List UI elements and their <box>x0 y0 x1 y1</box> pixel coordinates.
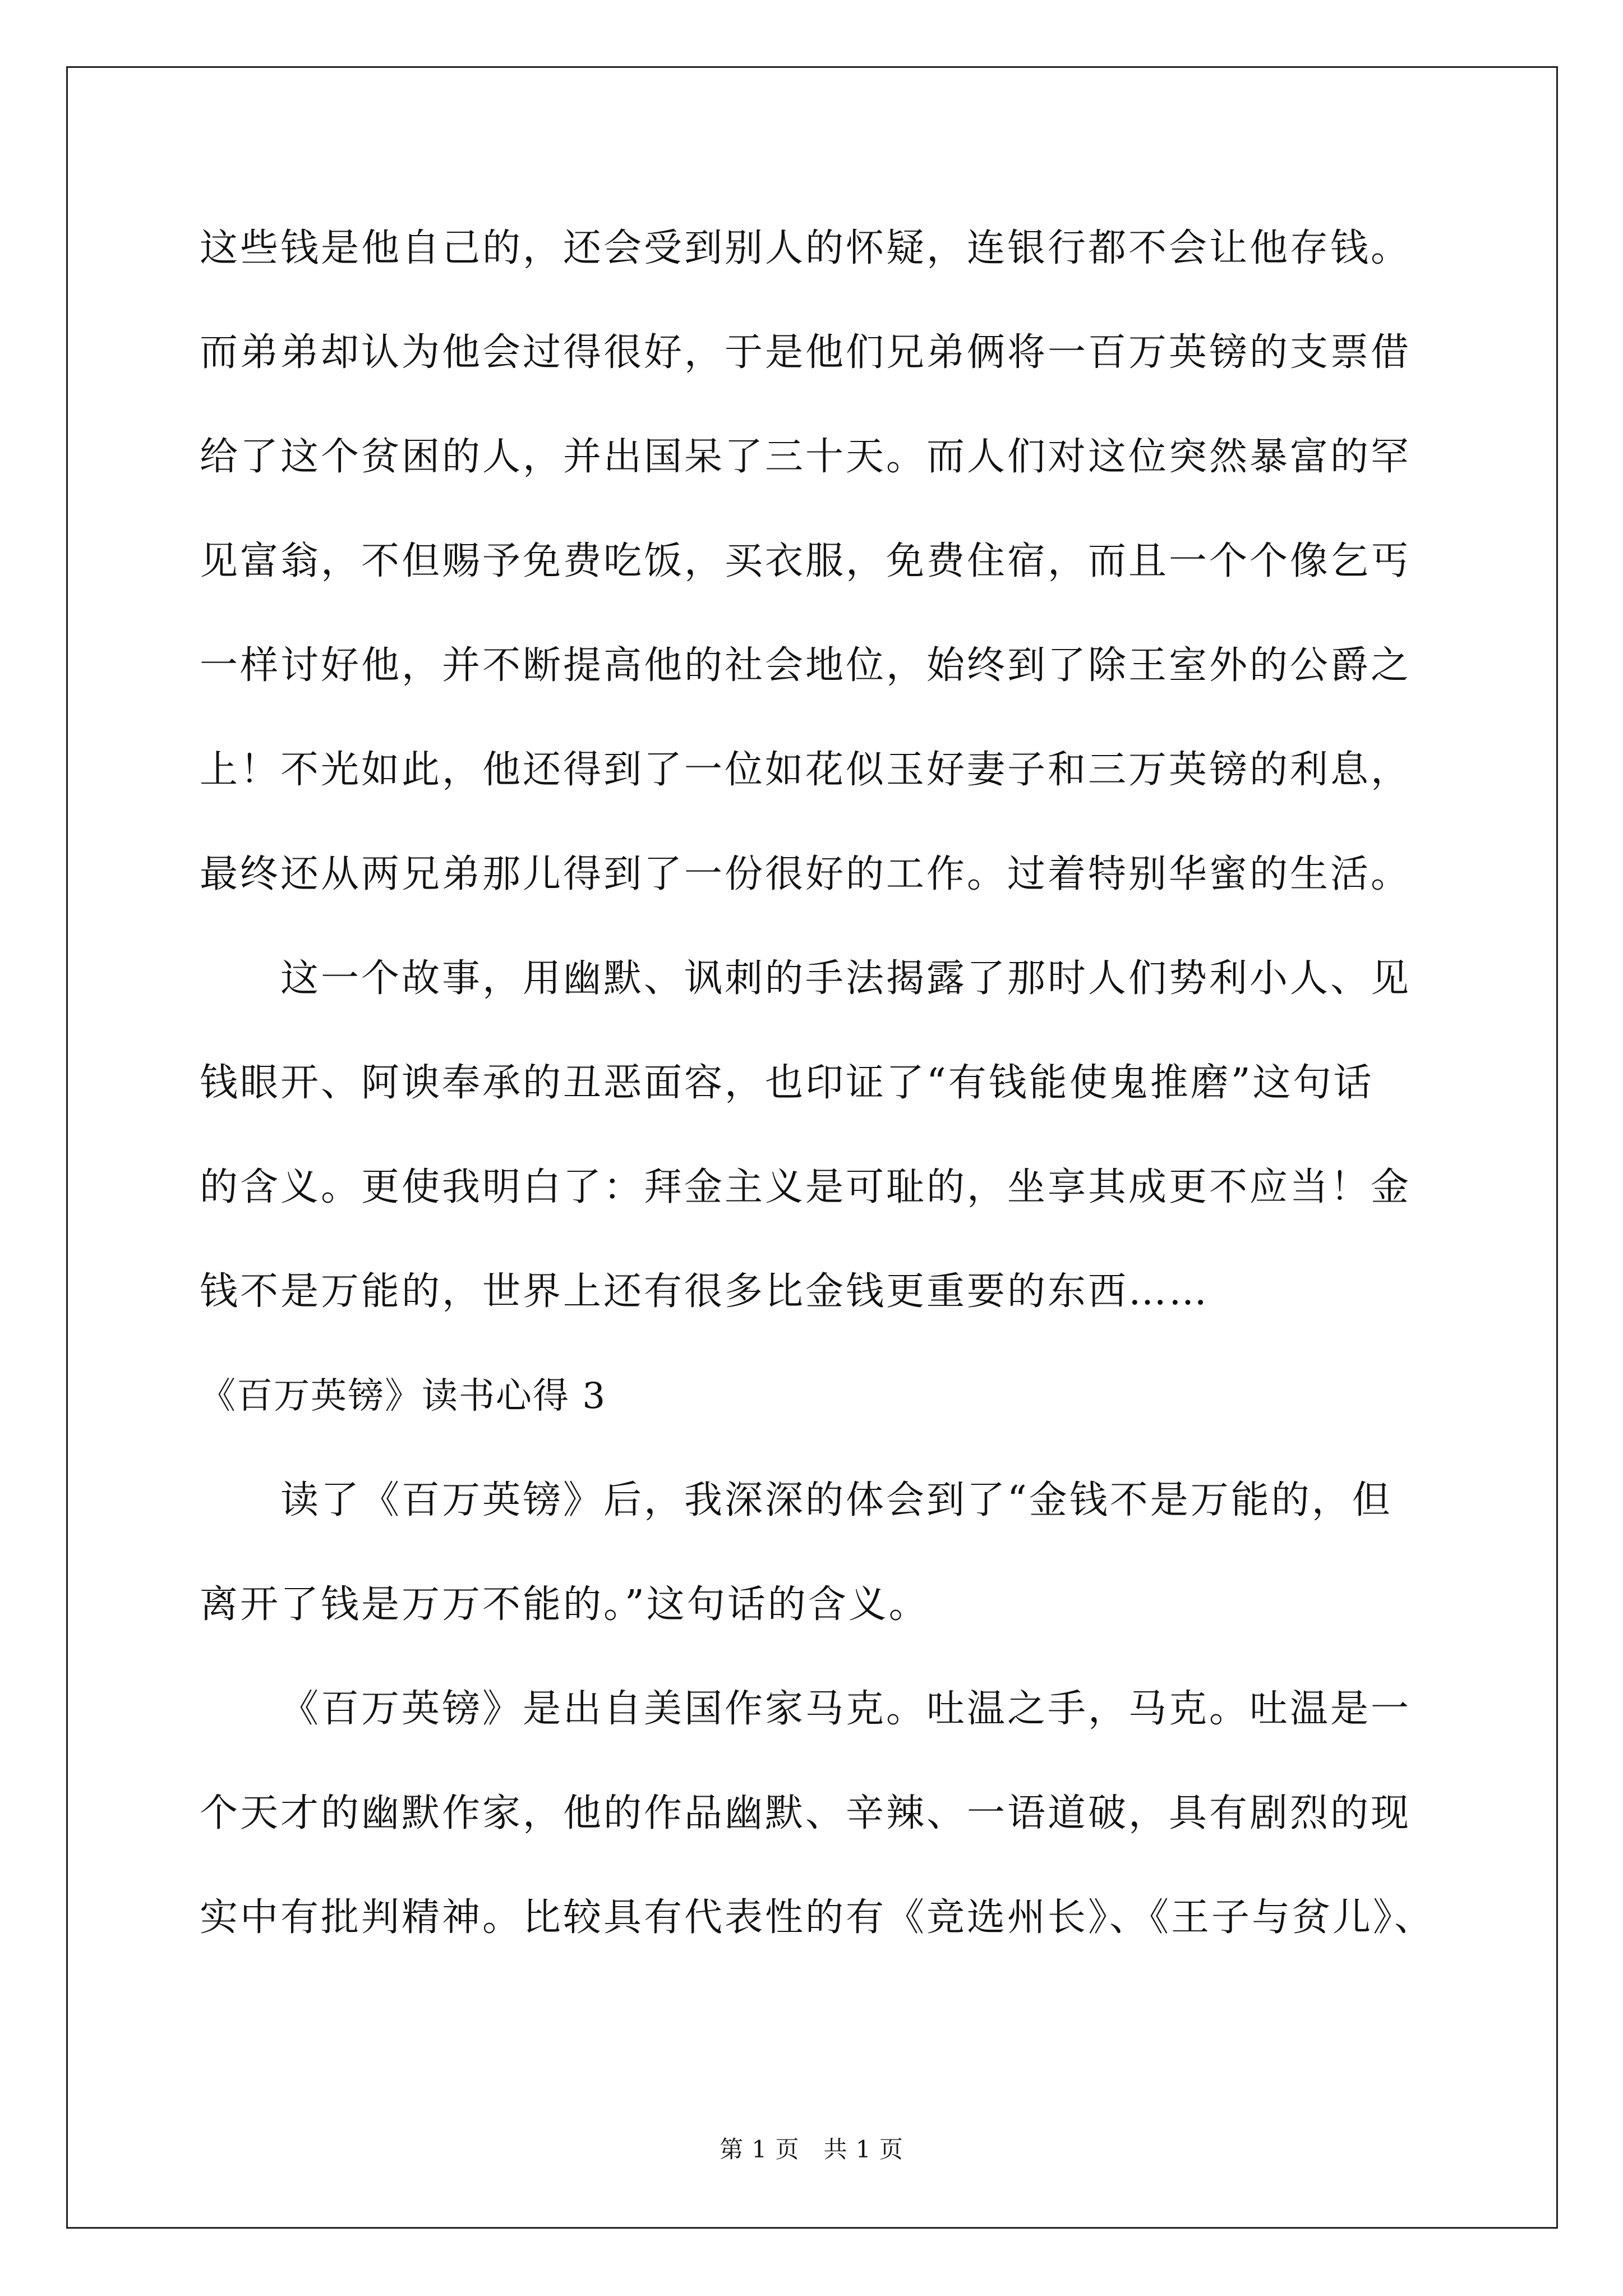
paragraph-1-line-5: 一样讨好他，并不断提高他的社会地位，始终到了除王室外的公爵之 <box>200 643 1412 688</box>
paragraph-1-line-3: 给了这个贫困的人，并出国呆了三十天。而人们对这位突然暴富的罕 <box>200 435 1412 479</box>
paragraph-4-line-3: 实中有批判精神。比较具有代表性的有《竞选州长》、《王子与贫儿》、 <box>200 1895 1435 1940</box>
paragraph-2-line-4: 钱不是万能的，世界上还有很多比金钱更重要的东西…… <box>200 1269 1210 1314</box>
paragraph-2-line-1: 这一个故事，用幽默、讽刺的手法揭露了那时人们势利小人、见 <box>280 956 1412 1001</box>
paragraph-3-line-2: 离开了钱是万万不能的。”这句话的含义。 <box>200 1582 929 1627</box>
paragraph-1-line-4: 见富翁，不但赐予免费吃饭，买衣服，免费住宿，而且一个个像乞丐 <box>200 539 1412 583</box>
paragraph-1-line-1: 这些钱是他自己的，还会受到别人的怀疑，连银行都不会让他存钱。 <box>200 226 1412 270</box>
paragraph-3-line-1: 读了《百万英镑》后，我深深的体会到了“金钱不是万能的，但 <box>280 1478 1393 1522</box>
paragraph-1-line-2: 而弟弟却认为他会过得很好，于是他们兄弟俩将一百万英镑的支票借 <box>200 330 1412 375</box>
paragraph-4-line-2: 个天才的幽默作家，他的作品幽默、辛辣、一语道破，具有剧烈的现 <box>200 1791 1412 1835</box>
paragraph-1-line-6: 上！不光如此，他还得到了一位如花似玉好妻子和三万英镑的利息， <box>200 748 1412 792</box>
paragraph-4-line-1: 《百万英镑》是出自美国作家马克。吐温之手，马克。吐温是一 <box>280 1687 1412 1731</box>
paragraph-2-line-2: 钱眼开、阿谀奉承的丑恶面容，也印证了“有钱能使鬼推磨”这句话 <box>200 1061 1374 1105</box>
section-heading: 《百万英镑》读书心得 3 <box>200 1375 607 1417</box>
paragraph-2-line-3: 的含义。更使我明白了：拜金主义是可耻的，坐享其成更不应当！金 <box>200 1165 1412 1209</box>
page-footer: 第 1 页 共 1 页 <box>720 2136 903 2163</box>
paragraph-1-line-7: 最终还从两兄弟那儿得到了一份很好的工作。过着特别华蜜的生活。 <box>200 852 1412 896</box>
document-body <box>200 196 1433 1970</box>
